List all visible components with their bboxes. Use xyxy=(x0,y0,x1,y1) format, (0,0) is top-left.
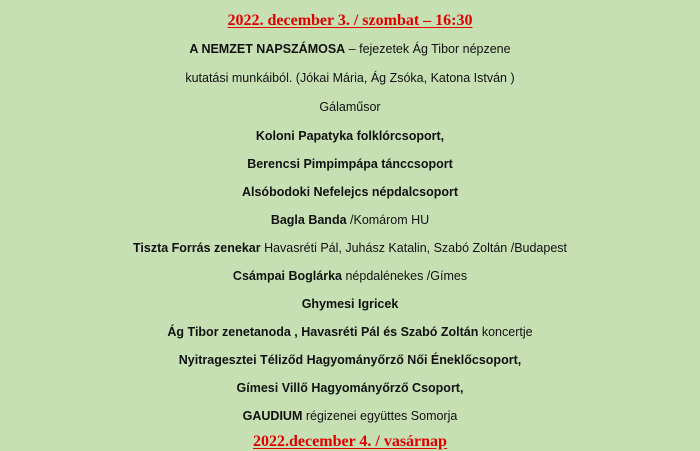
performer-csampai-name: Csámpai Boglárka xyxy=(232,269,342,283)
performer-csampai-role: népdalénekes /Gímes xyxy=(342,269,468,283)
performer-gaudium xyxy=(0,409,700,423)
performer-tiszta-forras-name: Tiszta Forrás zenekar xyxy=(132,241,261,255)
gala-subtitle-line: kutatási munkáiból. (Jókai Mária, Ág Zsóka, Katona István ) xyxy=(185,71,515,85)
gala-title-rest: – fejezetek Ág Tibor népzene xyxy=(345,42,511,56)
gala-title: A NEMZET NAPSZÁMOSA xyxy=(189,42,346,56)
performer-ghymesi xyxy=(0,297,700,311)
performer-tiszta-forras xyxy=(0,241,700,255)
performer-berencsi xyxy=(0,157,700,171)
performer-ag-tibor-name: Ág Tibor zenetanoda , Havasréti Pál és Szabó Zoltán xyxy=(167,325,479,339)
performer-alsobodoki xyxy=(0,185,700,199)
performer-alsobodoki-name: Alsóbodoki Nefelejcs népdalcsoport xyxy=(241,185,458,199)
performer-berencsi-name: Berencsi Pimpimpápa tánccsoport xyxy=(247,157,453,171)
performer-nyitragesztei-name: Nyitragesztei Téliződ Hagyományőrző Női Éneklőcsoport, xyxy=(178,353,522,367)
date-heading-sunday: 2022.december 4. / vasárnap xyxy=(253,433,447,450)
performer-tiszta-forras-members: Havasréti Pál, Juhász Katalin, Szabó Zoltán /Budapest xyxy=(260,241,568,255)
performer-bagla-name: Bagla Banda xyxy=(270,213,347,227)
performer-koloni xyxy=(0,129,700,143)
performer-bagla-origin: /Komárom HU xyxy=(346,213,430,227)
performer-csampai xyxy=(0,269,700,283)
performer-ghymesi-name: Ghymesi Igricek xyxy=(301,297,399,311)
performer-gimesi-villo-name: Gímesi Villő Hagyományőrző Csoport, xyxy=(236,381,464,395)
performer-nyitragesztei xyxy=(0,353,700,367)
gala-title-line xyxy=(0,42,700,56)
performer-gaudium-rest: régizenei együttes Somorja xyxy=(302,409,458,423)
date-heading-saturday: 2022. december 3. / szombat – 16:30 xyxy=(227,12,473,29)
performer-gaudium-name: GAUDIUM xyxy=(242,409,303,423)
performer-koloni-name: Koloni Papatyka folklórcsoport, xyxy=(255,129,445,143)
performer-gimesi-villo xyxy=(0,381,700,395)
performer-ag-tibor-rest: koncertje xyxy=(478,325,533,339)
section-label: Gálaműsor xyxy=(319,100,381,114)
performer-ag-tibor xyxy=(0,325,700,339)
performer-bagla xyxy=(0,213,700,227)
